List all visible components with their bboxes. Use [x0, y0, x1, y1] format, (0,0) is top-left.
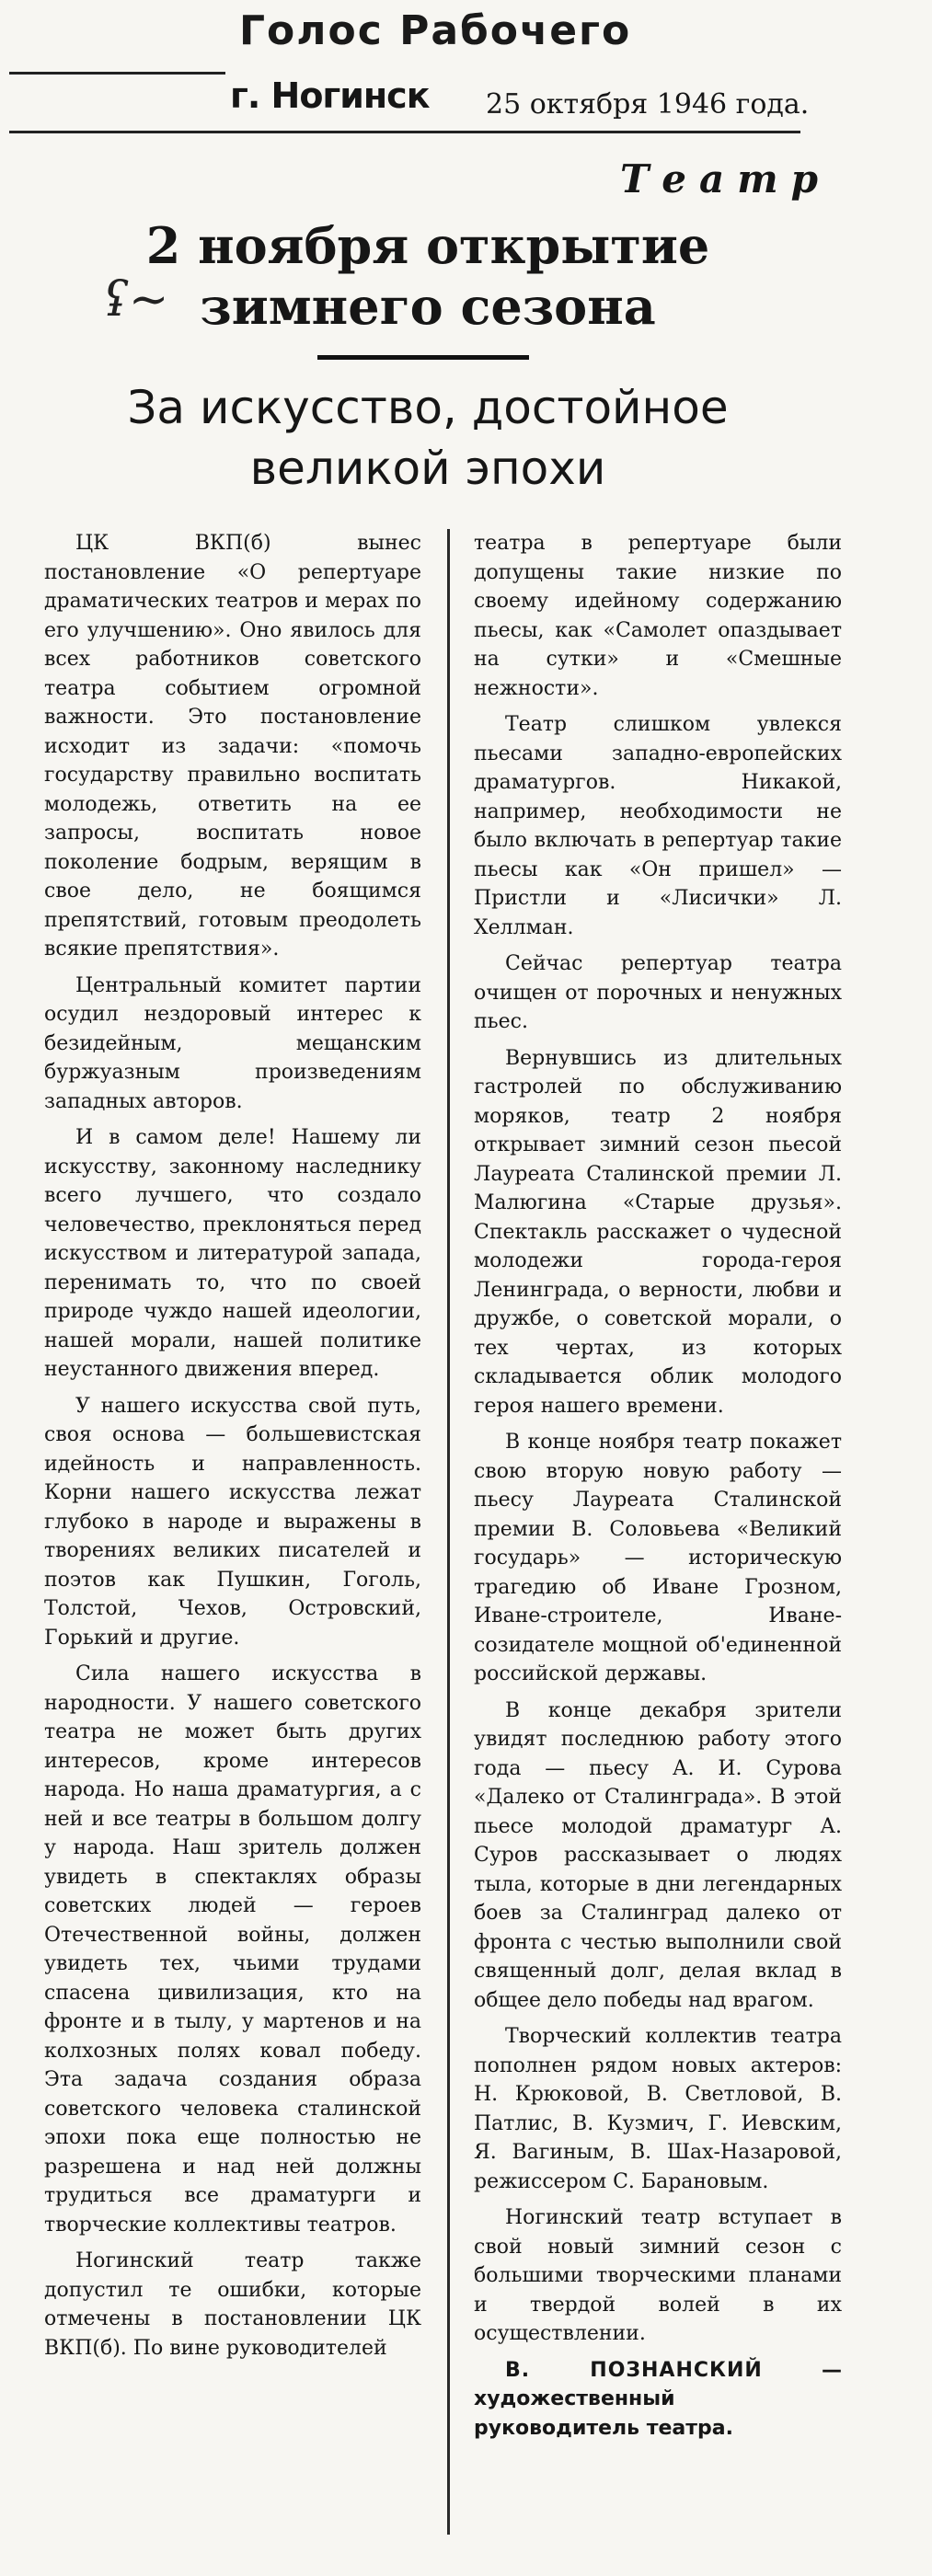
article-left-column [44, 529, 421, 2370]
masthead-rule [9, 72, 225, 75]
ornament-icon: ʢ~ [103, 272, 169, 328]
paragraph: Центральный комитет партии осудил нездоровый интерес к безидейным, мещанским буржуазным произведениям западных авторов. [44, 973, 421, 1113]
paragraph: В конце ноября театр покажет свою вторую новую работу — пьесу Лауреата Сталинской премии В. Соловьева «Великий государь» — историческую трагедию об Иване Грозном, Иване-строителе, Иване-созидателе мощной об'единенной российской державы. [474, 1431, 842, 1685]
paragraph: Сила нашего искусства в народности. У нашего советского театра не может быть других интересов, кроме интересов народа. Но наша драматургия, а с ней и все театры в большом долгу у народа. Наш зритель должен увидеть в спектаклях образы советских людей — героев Отечественной войны, должен увидеть тех, чьими трудами спасена цивилизация, кто на фронте и в тылу, у мартенов и на колхозных полях ковал победу. Эта задача создания образа советского человека сталинской эпохи пока еще полностью не разрешена и над ней должны трудиться все драматурги и творческие коллективы театров. [44, 1662, 421, 2237]
paragraph: В конце декабря зрители увидят последнюю работу этого года — пьесу А. И. Сурова «Далеко от Сталинграда». В этой пьесе молодой драматург А. Суров рассказывает о людях тыла, которые в дни легендарных боев за Сталинград далеко от фронта с честью выполнили свой священный долг, делая вклад в общее дело победы над врагом. [474, 1698, 842, 2012]
paragraph: ЦК ВКП(б) вынес постановление «О репертуаре драматических театров и мерах по его улучшению». Оно явилось для всех работников советского театра событием огромной важности. Это постановление исходит из задачи: «помочь государству правильно воспитать молодежь, ответить на ее запросы, воспитать новое поколение бодрым, верящим в свое дело, не боящимся препятствий, готовым преодолеть всякие препятствия». [44, 532, 421, 960]
newspaper-city: г. Ногинск [230, 75, 430, 116]
headline-rule [317, 355, 529, 360]
author-signature [474, 2356, 842, 2444]
signature-role: — художественный руководитель театра. [474, 2358, 842, 2440]
paragraph: Вернувшись из длительных гастролей по обслуживанию моряков, театр 2 ноября открывает зимний сезон пьесой Лауреата Сталинской премии Л. Малюгина «Старые друзья». Спектакль расскажет о чудесной молодежи города-героя Ленинграда, о верности, любви и дружбе, о советской морали, о тех чертах, из которых складывается облик молодого героя нашего времени. [474, 1046, 842, 1418]
paragraph: театра в репертуаре были допущены такие низкие по своему идейному содержанию пьесы, как «Самолет опаздывает на сутки» и «Смешные нежности». [474, 532, 842, 700]
column-divider [447, 529, 450, 2535]
date-rule [9, 131, 800, 133]
paragraph: Театр слишком увлекся пьесами западно-европейских драматургов. Никакой, например, необходимости не было включать в репертуар такие пьесы как «Он пришел» — Пристли и «Лисички» Л. Хеллман. [474, 713, 842, 939]
issue-date: 25 октября 1946 года. [486, 88, 810, 121]
section-rubric: Театр [620, 156, 831, 201]
paragraph: Творческий коллектив театра пополнен рядом новых актеров: Н. Крюковой, В. Светловой, В. Патлис, В. Кузмич, Г. Иевским, Я. Вагиным, В. Шах-Назаровой, режиссером С. Барановым. [474, 2025, 842, 2193]
paragraph: У нашего искусства свой путь, своя основа — большевистская идейность и направленность. Корни нашего искусства лежат глубоко в народе и выражены в творениях великих писателей и поэтов как Пушкин, Гоголь, Толстой, Чехов, Островский, Горький и другие. [44, 1394, 421, 1650]
article-subheadline: За искусство, достойное великой эпохи [127, 381, 729, 495]
article-headline: 2 ноября открытие зимнего сезона [145, 216, 710, 336]
signature-name: В. ПОЗНАНСКИЙ [505, 2358, 763, 2382]
article-right-column [474, 529, 842, 2450]
paragraph: Ногинский театр также допустил те ошибки, которые отмечены в постановлении ЦК ВКП(б). По вине руководителей [44, 2249, 421, 2360]
paragraph: Ногинский театр вступает в свой новый зимний сезон с большими творческими планами и твердой волей в их осуществлении. [474, 2206, 842, 2345]
paragraph: И в самом деле! Нашему ли искусству, законному наследнику всего лучшего, что создало человечество, преклоняться перед искусством и литературой запада, перенимать то, что по своей природе чуждо нашей идеологии, нашей морали, нашей политике неустанного движения вперед. [44, 1126, 421, 1381]
paragraph: Сейчас репертуар театра очищен от порочных и ненужных пьес. [474, 952, 842, 1033]
newspaper-title: Голос Рабочего [239, 7, 632, 54]
